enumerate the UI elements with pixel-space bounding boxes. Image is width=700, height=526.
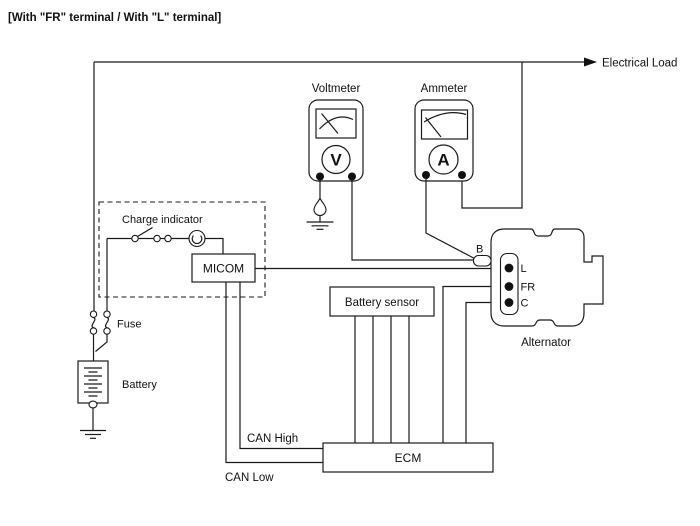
ammeter bbox=[415, 83, 473, 181]
terminal-fr-label: FR bbox=[520, 281, 536, 294]
electrical-load-label: Electrical Load bbox=[602, 57, 678, 70]
switch-contact-1 bbox=[132, 235, 138, 241]
fuse-left-bottom bbox=[90, 328, 96, 334]
ammeter-gauge-window bbox=[422, 110, 468, 139]
battery-sensor-wires bbox=[355, 316, 409, 443]
page-title: [With "FR" terminal / With "L" terminal] bbox=[8, 12, 222, 24]
fuse-right-element-icon bbox=[106, 317, 109, 327]
ammeter-label: Ammeter bbox=[420, 83, 468, 95]
voltmeter-symbol: V bbox=[330, 150, 342, 170]
ammeter-to-b-wire bbox=[426, 179, 475, 259]
can-high-label: CAN High bbox=[247, 433, 299, 445]
terminal-l-label: L bbox=[520, 263, 527, 275]
fuse-right-bottom bbox=[104, 328, 110, 334]
battery-sensor-label: Battery sensor bbox=[344, 297, 420, 309]
voltmeter bbox=[309, 83, 363, 181]
micom-label: MICOM bbox=[202, 261, 245, 276]
battery-terminal-icon bbox=[89, 401, 97, 408]
can-low-label: CAN Low bbox=[225, 472, 274, 484]
electrical-load-arrow-icon bbox=[584, 58, 597, 67]
terminal-c-pin bbox=[505, 298, 514, 307]
terminal-c-label: C bbox=[520, 297, 529, 310]
can-high-wire bbox=[240, 282, 323, 449]
ammeter-symbol: A bbox=[437, 150, 450, 170]
ground-icon bbox=[307, 222, 334, 229]
voltmeter-terminal-left bbox=[316, 173, 324, 181]
lamp-to-micom-wire bbox=[205, 239, 223, 255]
voltmeter-label: Voltmeter bbox=[311, 83, 361, 95]
connector-joint-icon bbox=[314, 198, 326, 216]
terminal-fr-pin bbox=[505, 282, 514, 291]
alternator-b-terminal-tab bbox=[474, 256, 492, 267]
ground-icon bbox=[80, 431, 106, 439]
switch-blade-icon bbox=[138, 228, 153, 237]
voltmeter-ground-branch bbox=[307, 180, 334, 229]
ammeter-terminal-right bbox=[458, 171, 466, 179]
fuse-merge-wire-right bbox=[96, 335, 108, 352]
battery-label: Battery bbox=[122, 379, 157, 391]
can-bus bbox=[225, 282, 323, 484]
ecm bbox=[323, 443, 493, 472]
fuse-label: Fuse bbox=[117, 318, 142, 331]
ammeter-terminal-left bbox=[422, 171, 430, 179]
fuse-block bbox=[90, 311, 141, 361]
voltmeter-terminal-right bbox=[348, 173, 356, 181]
fuse-right-top bbox=[104, 311, 110, 317]
charge-indicator-label: Charge indicator bbox=[122, 214, 203, 226]
battery-box bbox=[78, 361, 108, 403]
fuse-left-element-icon bbox=[92, 317, 95, 327]
terminal-b-label: B bbox=[476, 243, 484, 256]
terminal-l-pin bbox=[505, 264, 514, 273]
indicator-lamp-icon bbox=[189, 231, 205, 247]
fuse-left-top bbox=[90, 311, 96, 317]
battery bbox=[78, 361, 157, 438]
switch-contact-2 bbox=[154, 235, 160, 241]
switch-contact-3 bbox=[165, 235, 171, 241]
alternator bbox=[474, 229, 604, 349]
alternator-label: Alternator bbox=[521, 337, 571, 349]
battery-sensor bbox=[330, 287, 434, 443]
ecm-label: ECM bbox=[394, 451, 422, 465]
